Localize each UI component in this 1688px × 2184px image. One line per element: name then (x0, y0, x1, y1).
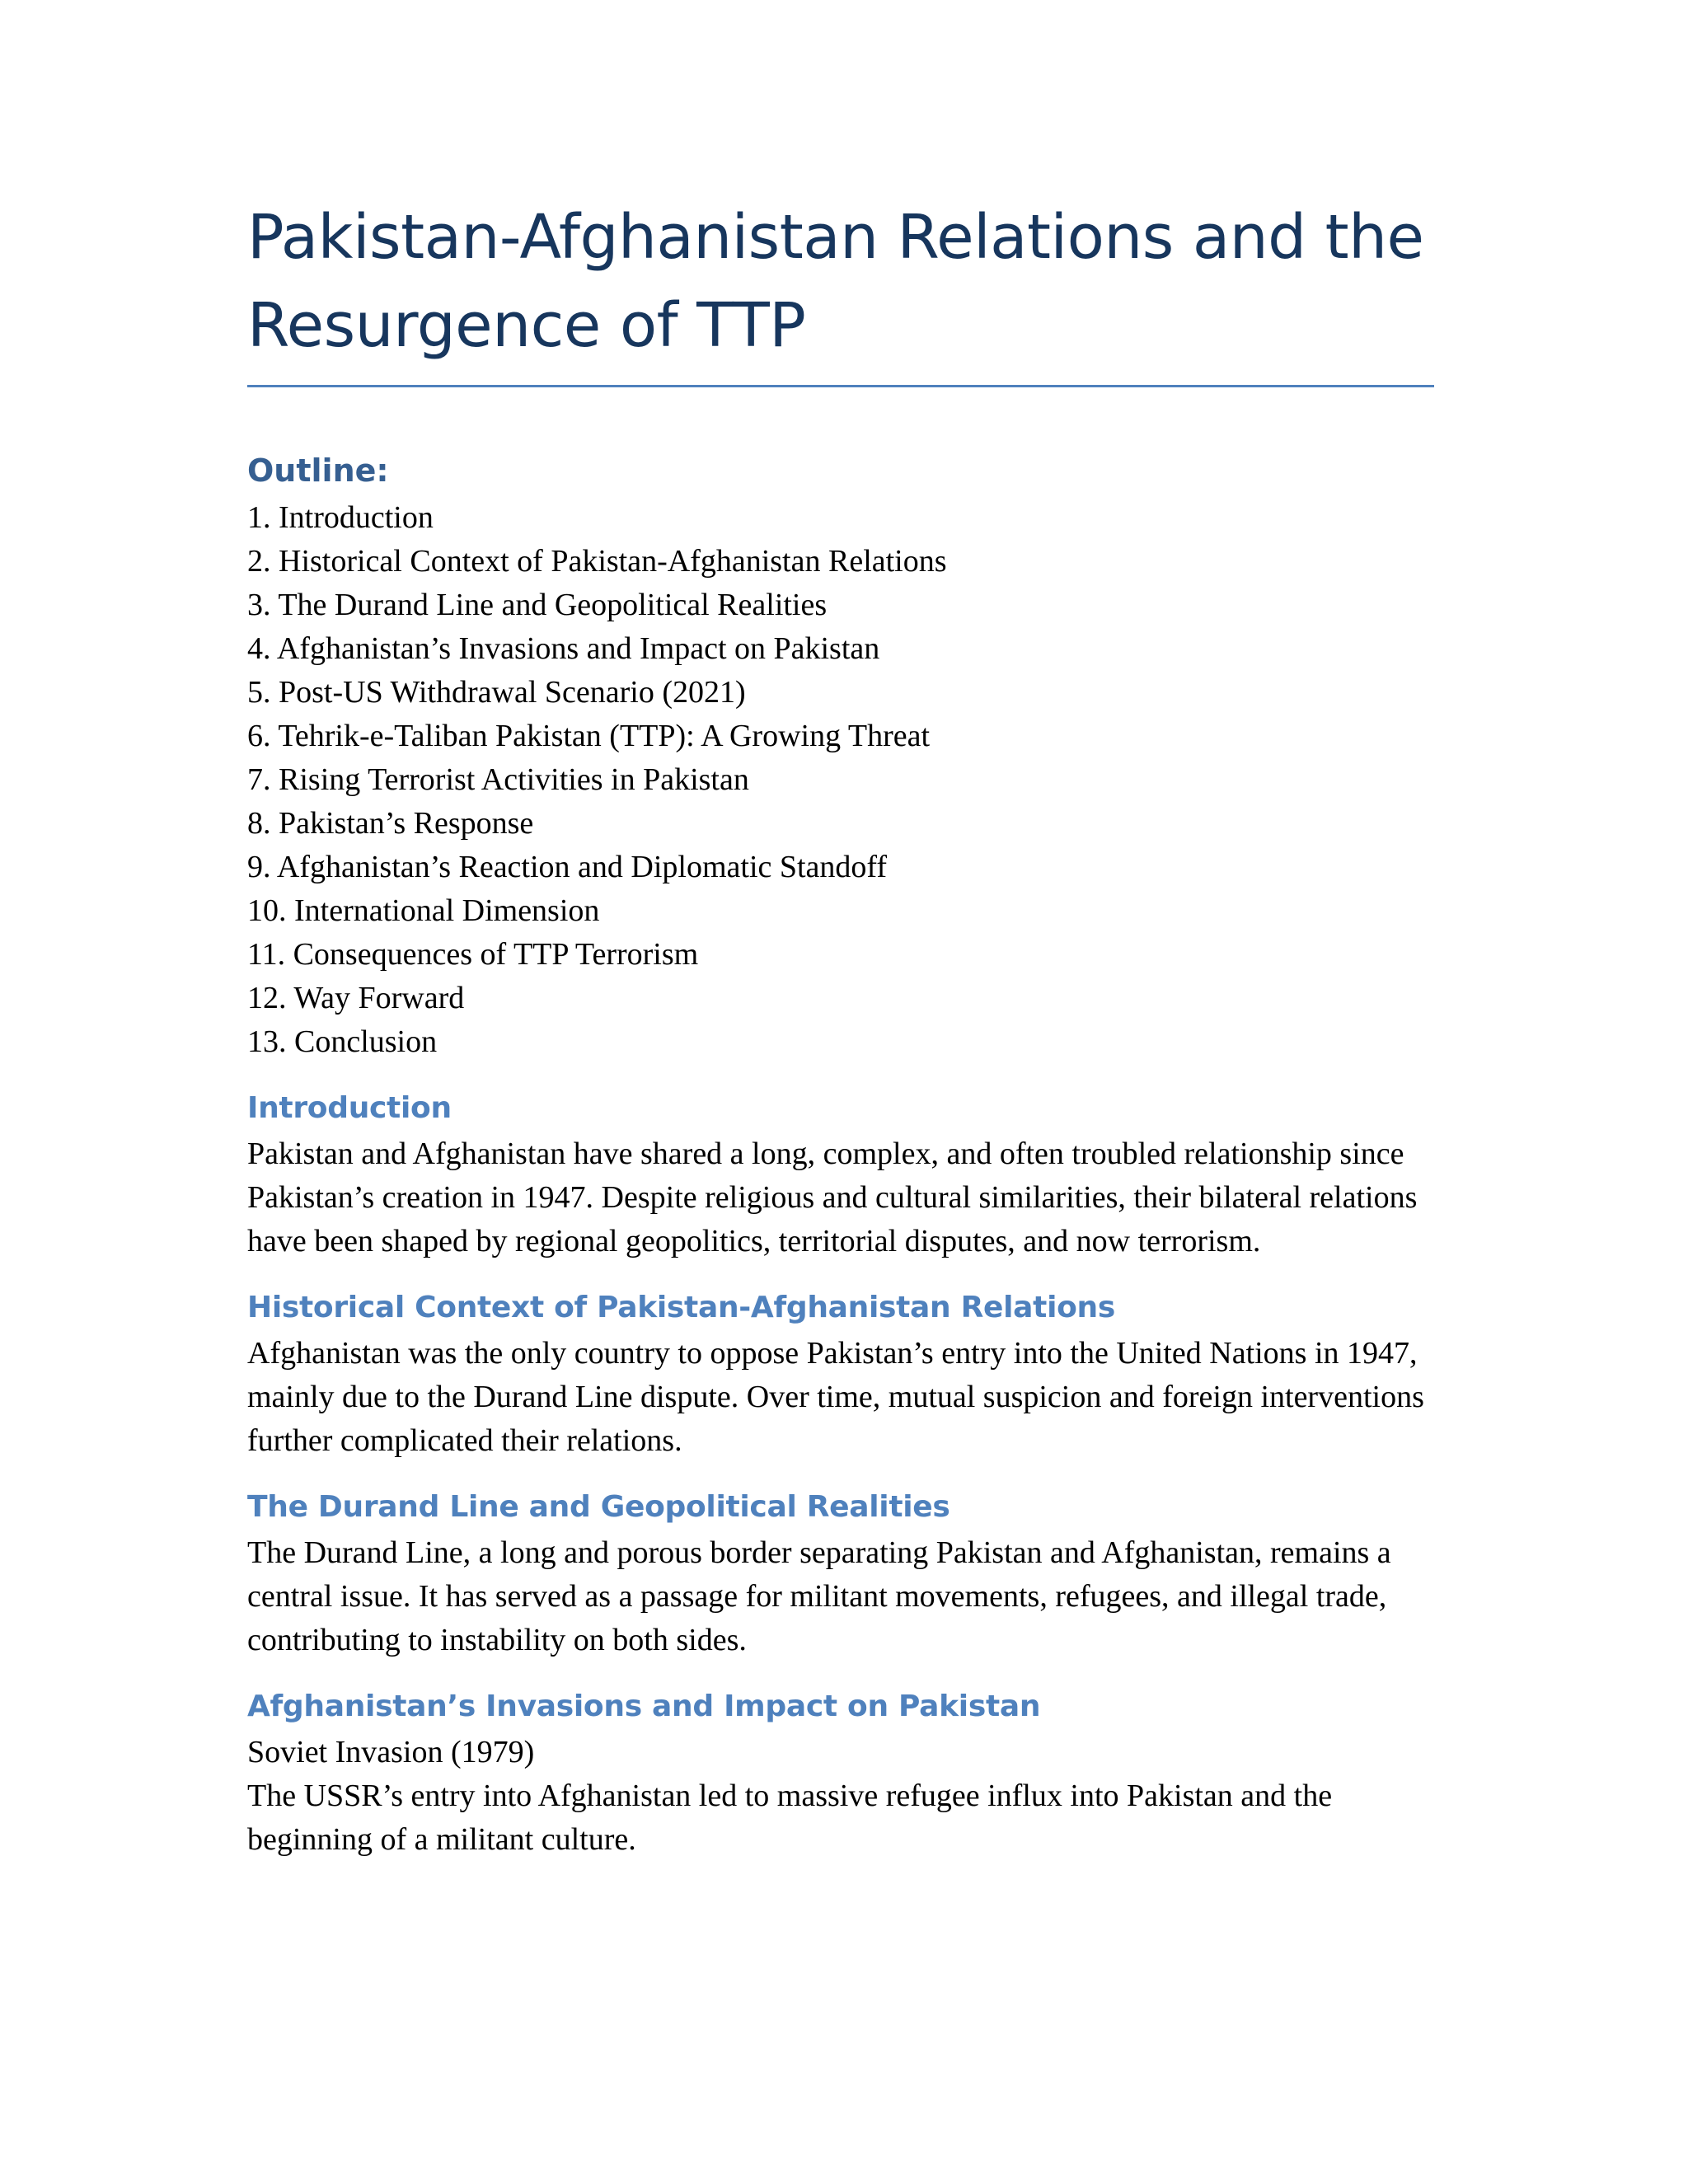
outline-item: 13. Conclusion (247, 1024, 438, 1059)
section-heading-durand-line: The Durand Line and Geopolitical Realities (247, 1490, 950, 1524)
outline-item: 7. Rising Terrorist Activities in Pakistan (247, 762, 749, 797)
section-heading-introduction: Introduction (247, 1091, 452, 1125)
outline-item: 9. Afghanistan’s Reaction and Diplomatic Standoff (247, 850, 888, 884)
outline-item: 8. Pakistan’s Response (247, 806, 534, 841)
section-paragraph: Afghanistan was the only country to oppose Pakistan’s entry into the United Nations in 1947, mainly due to the Durand Line dispute. Over time, mutual suspicion and foreign interventions further complicated their relations. (247, 1336, 1424, 1458)
section-paragraph: Pakistan and Afghanistan have shared a long, complex, and often troubled relationship since Pakistan’s creation in 1947. Despite religious and cultural similarities, their bilateral relations have been shaped by regional geopolitics, territorial disputes, and now terrorism. (247, 1137, 1418, 1258)
outline-list (247, 496, 1434, 1064)
page-title: Pakistan-Afghanistan Relations and the Resurgence of TTP (247, 202, 1424, 361)
outline-item: 1. Introduction (247, 500, 434, 535)
document-body (247, 194, 1434, 1862)
section-heading-afghanistan-invasions: Afghanistan’s Invasions and Impact on Pakistan (247, 1690, 1041, 1723)
outline-heading: Outline: (247, 452, 389, 489)
outline-item: 10. International Dimension (247, 893, 600, 928)
outline-item: 3. The Durand Line and Geopolitical Realities (247, 588, 828, 622)
outline-item: 2. Historical Context of Pakistan-Afghanistan Relations (247, 544, 947, 579)
section-paragraph: The Durand Line, a long and porous border separating Pakistan and Afghanistan, remains a central issue. It has served as a passage for militant movements, refugees, and illegal trade, contributing to instability on both sides. (247, 1535, 1391, 1657)
section-heading-historical-context: Historical Context of Pakistan-Afghanistan Relations (247, 1291, 1116, 1324)
outline-item: 5. Post-US Withdrawal Scenario (2021) (247, 675, 746, 710)
section-paragraph: The USSR’s entry into Afghanistan led to massive refugee influx into Pakistan and the beginning of a militant culture. (247, 1779, 1333, 1857)
outline-item: 12. Way Forward (247, 981, 465, 1015)
outline-item: 11. Consequences of TTP Terrorism (247, 937, 699, 972)
outline-item: 6. Tehrik-e-Taliban Pakistan (TTP): A Growing Threat (247, 719, 931, 753)
title-underline-divider (247, 385, 1434, 387)
outline-item: 4. Afghanistan’s Invasions and Impact on Pakistan (247, 631, 880, 666)
subsection-label-soviet-invasion: Soviet Invasion (1979) (247, 1735, 535, 1769)
